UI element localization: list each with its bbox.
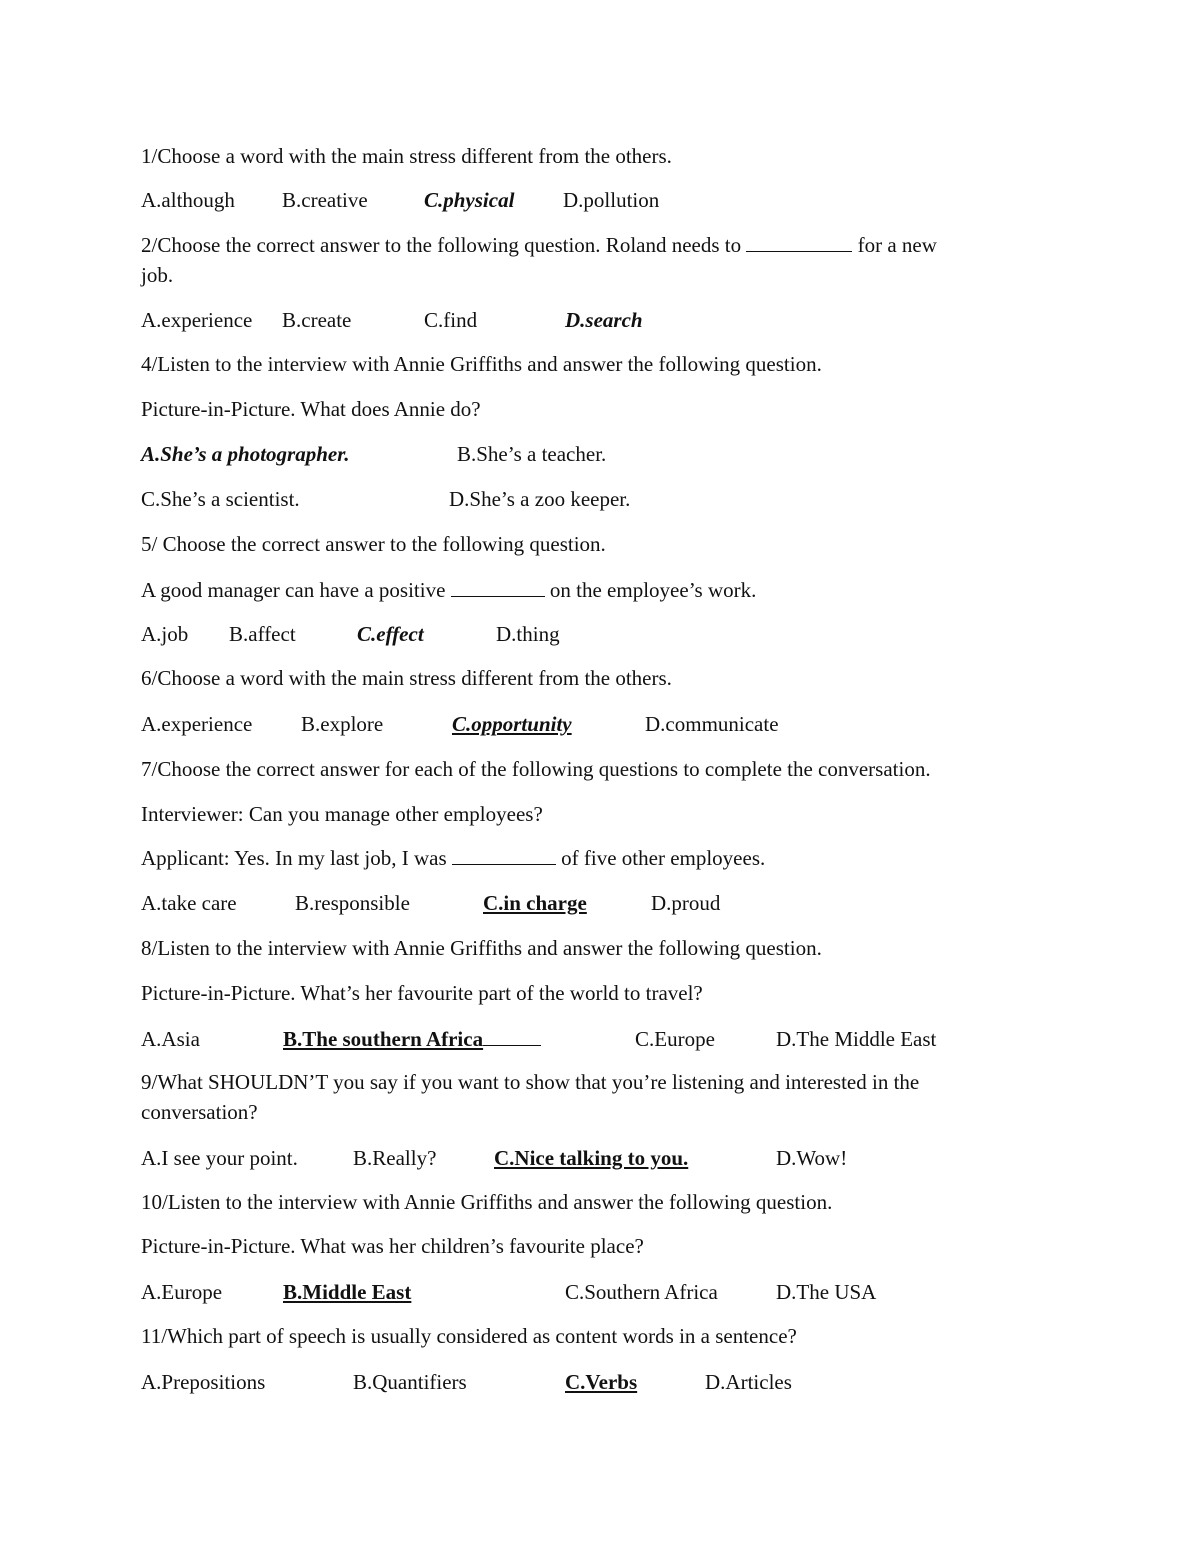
question-8-option-a: A.Asia	[141, 1027, 200, 1051]
question-11-prompt: 11/Which part of speech is usually considered as content words in a sentence?	[141, 1324, 797, 1348]
question-5-option-c-answer: C.effect	[357, 622, 424, 646]
question-4-option-c: C.She’s a scientist.	[141, 487, 300, 511]
question-10-option-a: A.Europe	[141, 1280, 223, 1304]
question-4-sub: Picture-in-Picture. What does Annie do?	[141, 397, 481, 421]
question-5-option-a: A.job	[141, 622, 189, 646]
question-4-prompt: 4/Listen to the interview with Annie Griffiths and answer the following question.	[141, 352, 822, 376]
question-10-sub: Picture-in-Picture. What was her children’s favourite place?	[141, 1234, 644, 1258]
question-7-sub2-after: of five other employees.	[561, 846, 766, 870]
question-1-option-a: A.although	[141, 188, 235, 212]
question-8-option-b-text: B.The southern Africa	[283, 1027, 484, 1051]
question-6-option-c-answer: C.opportunity	[452, 712, 572, 736]
question-5-option-d: D.thing	[496, 622, 560, 646]
question-2-blank	[746, 233, 852, 252]
question-2-prompt-text: 2/Choose the correct answer to the following question. Roland needs to	[141, 233, 742, 257]
question-9-option-a: A.I see your point.	[141, 1146, 298, 1170]
question-9-prompt: 9/What SHOULDN’T you say if you want to show that you’re listening and interested in the conversation?	[141, 1070, 920, 1124]
question-10-option-c: C.Southern Africa	[565, 1280, 718, 1304]
question-2-option-b: B.create	[282, 308, 352, 332]
question-7-sub2-text: Applicant: Yes. In my last job, I was	[141, 846, 447, 870]
question-1-option-c-answer: C.physical	[424, 188, 515, 212]
question-11-option-a: A.Prepositions	[141, 1370, 266, 1394]
question-7-option-a: A.take care	[141, 891, 237, 915]
question-6-option-d: D.communicate	[645, 712, 779, 736]
question-4-option-d: D.She’s a zoo keeper.	[449, 487, 631, 511]
question-2-option-c: C.find	[424, 308, 478, 332]
question-11-option-b: B.Quantifiers	[353, 1370, 467, 1394]
question-8-option-d: D.The Middle East	[776, 1027, 937, 1051]
question-8-option-c: C.Europe	[635, 1027, 715, 1051]
question-2-option-a: A.experience	[141, 308, 253, 332]
question-2-prompt	[141, 230, 937, 260]
question-7-prompt: 7/Choose the correct answer for each of the following questions to complete the conversation.	[141, 757, 931, 781]
question-6-prompt: 6/Choose a word with the main stress different from the others.	[141, 666, 672, 690]
question-11-option-d: D.Articles	[705, 1370, 792, 1394]
question-11-option-c-answer: C.Verbs	[565, 1370, 638, 1394]
question-2-option-d-answer: D.search	[565, 308, 643, 332]
question-5-sub-after: on the employee’s work.	[549, 578, 757, 602]
question-10-option-b-answer: B.Middle East	[283, 1280, 412, 1304]
question-5-blank	[451, 578, 545, 597]
question-8-trailing-underline	[483, 1027, 541, 1046]
question-4-option-b: B.She’s a teacher.	[457, 442, 607, 466]
question-10-prompt: 10/Listen to the interview with Annie Griffiths and answer the following question.	[141, 1190, 833, 1214]
question-7-sub: Interviewer: Can you manage other employees?	[141, 802, 543, 826]
question-4-option-a-answer: A.She’s a photographer.	[141, 442, 350, 466]
question-7-option-d: D.proud	[651, 891, 721, 915]
question-5-option-b: B.affect	[229, 622, 296, 646]
question-1-option-d: D.pollution	[563, 188, 660, 212]
question-6-option-a: A.experience	[141, 712, 253, 736]
question-5-prompt: 5/ Choose the correct answer to the following question.	[141, 532, 606, 556]
question-9-option-d: D.Wow!	[776, 1146, 848, 1170]
question-6-option-b: B.explore	[301, 712, 384, 736]
question-5-sub-text: A good manager can have a positive	[141, 578, 446, 602]
question-7-sub2	[141, 843, 765, 873]
question-2-prompt-after: for a new	[857, 233, 937, 257]
question-7-option-c-answer: C.in charge	[483, 891, 587, 915]
question-5-sub	[141, 575, 756, 605]
question-7-blank	[452, 846, 556, 865]
question-8-prompt: 8/Listen to the interview with Annie Griffiths and answer the following question.	[141, 936, 822, 960]
question-8-sub: Picture-in-Picture. What’s her favourite part of the world to travel?	[141, 981, 703, 1005]
question-10-option-d: D.The USA	[776, 1280, 877, 1304]
question-2-prompt-cont: job.	[141, 263, 174, 287]
question-1-option-b: B.creative	[282, 188, 368, 212]
question-7-option-b: B.responsible	[295, 891, 410, 915]
question-8-option-b-answer	[283, 1024, 541, 1054]
question-9-option-b: B.Really?	[353, 1146, 437, 1170]
question-9-option-c-answer: C.Nice talking to you.	[494, 1146, 689, 1170]
question-1-prompt: 1/Choose a word with the main stress different from the others.	[141, 144, 672, 168]
